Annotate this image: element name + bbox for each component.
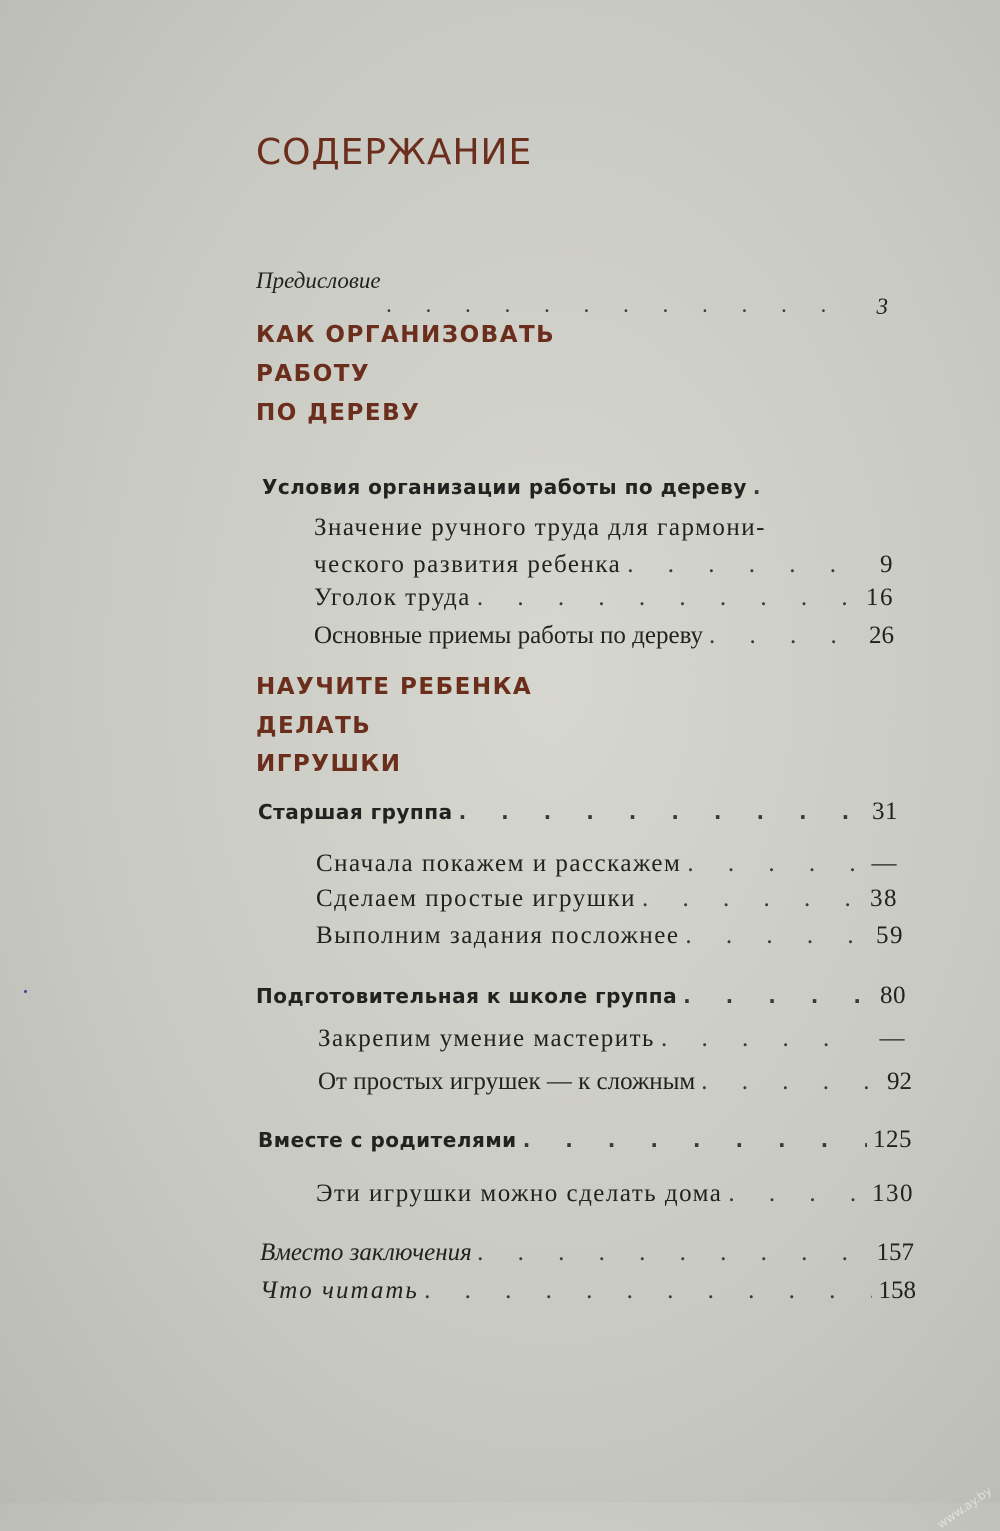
page-title: СОДЕРЖАНИЕ xyxy=(256,132,533,173)
toc-entry-subsection xyxy=(314,622,894,650)
page-number: 9 xyxy=(880,551,894,578)
page-number: 31 xyxy=(872,798,898,825)
toc-entry-subsection xyxy=(316,885,898,913)
toc-label: Основные приемы работы по дереву xyxy=(314,622,704,649)
toc-entry-ending xyxy=(260,1239,914,1267)
page-number: 92 xyxy=(887,1068,912,1095)
dot-leader xyxy=(685,922,860,950)
dot-leader xyxy=(683,984,862,1008)
dot-leader xyxy=(523,1128,867,1152)
part-heading-line: РАБОТУ xyxy=(256,361,371,387)
page-number: 157 xyxy=(876,1239,914,1266)
dot-leader xyxy=(425,1277,872,1305)
part-heading-line: КАК ОРГАНИЗОВАТЬ xyxy=(256,322,556,348)
toc-entry-section xyxy=(258,798,898,826)
dot-leader xyxy=(709,622,850,650)
toc-label: Что читать xyxy=(260,1277,419,1304)
toc-label: ческого развития ребенка xyxy=(314,551,622,578)
toc-entry-section xyxy=(256,982,906,1010)
dot-leader xyxy=(753,475,793,499)
toc-label: Старшая группа xyxy=(258,800,453,824)
toc-label: Эти игрушки можно сделать дома xyxy=(316,1180,723,1207)
dot-leader xyxy=(661,1025,862,1053)
toc-label: Уголок труда xyxy=(314,584,471,611)
page-number: 3 xyxy=(876,294,888,319)
toc-entry-ending xyxy=(260,1277,916,1305)
toc-label: Сделаем простые игрушки xyxy=(316,885,636,912)
part-heading-line: ДЕЛАТЬ xyxy=(256,713,372,739)
toc-entry-subsection xyxy=(316,1180,914,1208)
dot-leader xyxy=(687,850,854,878)
ink-speck xyxy=(24,990,27,993)
toc-label: Сначала покажем и расскажем xyxy=(316,850,682,877)
toc-entry-section xyxy=(262,475,902,499)
toc-entry-subsection xyxy=(316,850,898,878)
toc-entry-preface xyxy=(256,268,888,319)
part-heading-line: ПО ДЕРЕВУ xyxy=(256,400,421,426)
page-number: 80 xyxy=(880,982,906,1009)
toc-label: От простых игрушек — к сложным xyxy=(318,1068,696,1095)
dot-leader xyxy=(627,551,850,579)
dot-leader xyxy=(459,800,854,824)
toc-label: Предисловие xyxy=(256,268,381,293)
page-number: 26 xyxy=(869,622,894,649)
toc-entry-line: Значение ручного труда для гармони- xyxy=(314,514,766,541)
page-number: — xyxy=(879,1025,906,1052)
dot-leader xyxy=(387,292,844,318)
toc-entry-subsection xyxy=(318,1025,906,1053)
toc-entry-section xyxy=(258,1126,912,1154)
dot-leader xyxy=(728,1180,866,1208)
toc-label: Выполним задания посложнее xyxy=(316,922,680,949)
dot-leader xyxy=(701,1068,868,1096)
page-number: 16 xyxy=(866,584,894,611)
page-number: 158 xyxy=(878,1277,916,1304)
page-number: — xyxy=(871,850,898,877)
toc-label: Подготовительная к школе группа xyxy=(256,984,678,1008)
part-heading-line: НАУЧИТЕ РЕБЕНКА xyxy=(256,674,533,700)
part-heading-line: ИГРУШКИ xyxy=(256,751,402,777)
page-number: 59 xyxy=(876,922,904,949)
toc-label: Вместе с родителями xyxy=(258,1128,517,1152)
toc-label: Условия организации работы по дереву xyxy=(262,475,747,499)
page-number: 125 xyxy=(873,1126,912,1153)
toc-entry-subsection xyxy=(314,551,894,579)
page-number: 38 xyxy=(870,885,898,912)
dot-leader xyxy=(642,885,854,913)
page-number: 130 xyxy=(872,1180,914,1207)
watermark: www.ay.by xyxy=(934,1483,994,1531)
toc-entry-subsection xyxy=(318,1068,912,1096)
dot-leader xyxy=(477,584,850,612)
toc-label: Закрепим умение мастерить xyxy=(318,1025,655,1052)
toc-entry-subsection xyxy=(314,584,894,612)
toc-label: Вместо заключения xyxy=(260,1239,472,1266)
dot-leader xyxy=(478,1239,870,1267)
toc-entry-subsection xyxy=(316,922,904,950)
